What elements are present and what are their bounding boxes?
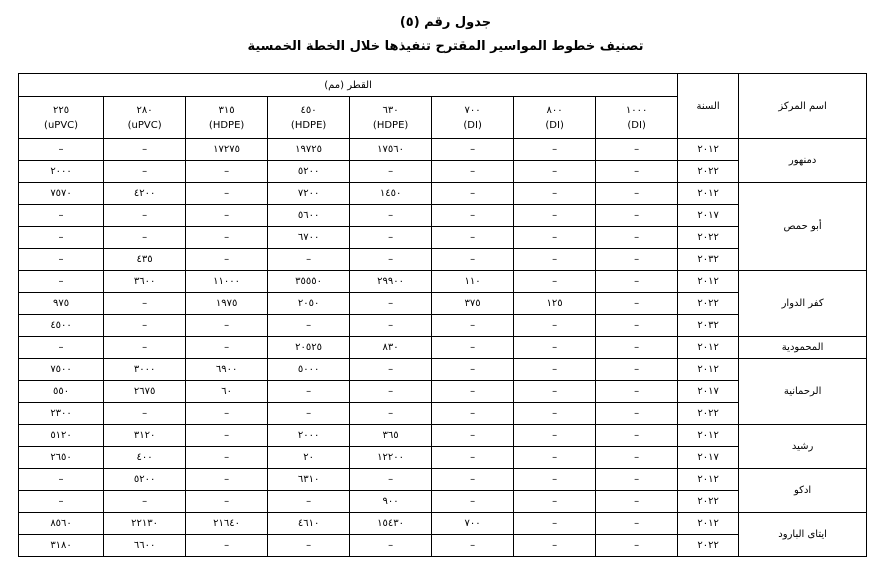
year-cell: ٢٠١٢ [678,183,739,205]
diameter-material: (DI) [463,119,482,131]
year-cell: ٢٠٣٢ [678,315,739,337]
diameter-size: ٢٢٥ [52,104,70,116]
diameter-material: (HDPE) [372,119,409,131]
value-cell: ١٩٧٥ [186,293,268,315]
value-cell: ٣٦٥ [350,425,432,447]
value-cell: – [514,271,596,293]
value-cell: – [432,359,514,381]
value-cell: – [432,425,514,447]
value-cell: ٢٠٠٠ [19,161,104,183]
value-cell: – [350,249,432,271]
value-cell: – [104,293,186,315]
value-cell: – [186,447,268,469]
value-cell: ٢٠٠٠ [268,425,350,447]
value-cell: – [514,359,596,381]
value-cell: ٢٦٥٠ [19,447,104,469]
diameter-material: (HDPE) [208,119,245,131]
value-cell: ٢٢١٣٠ [104,513,186,535]
value-cell: – [350,535,432,557]
value-cell: – [514,381,596,403]
header-diameter-group: القطر (مم) [19,74,678,97]
year-cell: ٢٠١٧ [678,447,739,469]
value-cell: ٥٦٠٠ [268,205,350,227]
value-cell: – [186,315,268,337]
value-cell: – [104,403,186,425]
value-cell: ٢٠٥٢٥ [268,337,350,359]
center-name-cell: ادكو [739,469,867,513]
value-cell: ٢٣٠٠ [19,403,104,425]
value-cell: – [514,337,596,359]
value-cell: – [596,249,678,271]
value-cell: – [186,469,268,491]
center-name-cell: أبو حمص [739,183,867,271]
year-cell: ٢٠١٢ [678,513,739,535]
diameter-size: ٦٣٠ [382,104,399,116]
value-cell: – [432,535,514,557]
value-cell: ١٢٥ [514,293,596,315]
value-cell: ١٧٥٦٠ [350,139,432,161]
value-cell: – [350,227,432,249]
value-cell: – [432,315,514,337]
value-cell: – [350,205,432,227]
header-diameter [268,97,350,139]
value-cell: – [350,161,432,183]
value-cell: ٤٥٠٠ [19,315,104,337]
year-cell: ٢٠٢٢ [678,491,739,513]
center-name-cell: المحمودية [739,337,867,359]
diameter-material: (DI) [627,119,646,131]
value-cell: – [432,403,514,425]
value-cell: ٢٦٧٥ [104,381,186,403]
value-cell: – [432,491,514,513]
value-cell: – [19,469,104,491]
value-cell: – [514,205,596,227]
center-name-cell: دمنهور [739,139,867,183]
value-cell: – [514,139,596,161]
header-diameter [514,97,596,139]
value-cell: ١٤٥٠ [350,183,432,205]
value-cell: – [350,293,432,315]
value-cell: – [432,381,514,403]
value-cell: ٥٢٠٠ [104,469,186,491]
header-diameter [186,97,268,139]
value-cell: – [186,491,268,513]
value-cell: – [186,227,268,249]
header-diameter [104,97,186,139]
value-cell: – [350,381,432,403]
value-cell: ٥٠٠٠ [268,359,350,381]
value-cell: – [432,447,514,469]
header-center-name: اسم المركز [739,74,867,139]
value-cell: – [596,337,678,359]
pipe-lines-table [18,73,867,557]
value-cell: – [596,359,678,381]
value-cell: – [514,315,596,337]
year-cell: ٢٠١٢ [678,337,739,359]
diameter-size: ١٠٠٠ [625,104,648,116]
value-cell: ٢٩٩٠٠ [350,271,432,293]
value-cell: – [596,381,678,403]
value-cell: – [19,249,104,271]
value-cell: – [596,183,678,205]
year-cell: ٢٠١٢ [678,469,739,491]
value-cell: – [104,161,186,183]
value-cell: – [432,469,514,491]
value-cell: – [514,535,596,557]
value-cell: ٧٠٠ [432,513,514,535]
value-cell: – [596,139,678,161]
value-cell: ٣٠٠٠ [104,359,186,381]
year-cell: ٢٠١٢ [678,359,739,381]
value-cell: – [596,513,678,535]
table-row [19,337,867,359]
value-cell: ٣٥٥٥٠ [268,271,350,293]
value-cell: ٧٢٠٠ [268,183,350,205]
table-row [19,271,867,293]
diameter-size: ٢٨٠ [136,104,153,116]
value-cell: – [514,491,596,513]
value-cell: – [104,205,186,227]
value-cell: – [104,139,186,161]
value-cell: ٥١٢٠ [19,425,104,447]
year-cell: ٢٠٢٢ [678,293,739,315]
year-cell: ٢٠١٢ [678,425,739,447]
value-cell: – [596,491,678,513]
value-cell: – [432,337,514,359]
diameter-material: (HDPE) [290,119,327,131]
value-cell: ٤٦١٠ [268,513,350,535]
value-cell: – [596,293,678,315]
header-diameter [19,97,104,139]
value-cell: ٦٠ [186,381,268,403]
value-cell: – [596,161,678,183]
value-cell: – [514,227,596,249]
year-cell: ٢٠١٧ [678,205,739,227]
value-cell: ٦٦٠٠ [104,535,186,557]
header-year: السنة [678,74,739,139]
value-cell: ٢٠٥٠ [268,293,350,315]
diameter-size: ٤٥٠ [300,104,317,116]
year-cell: ٢٠٢٢ [678,227,739,249]
value-cell: – [432,249,514,271]
value-cell: – [596,403,678,425]
value-cell: – [104,227,186,249]
center-name-cell: ايتاى البارود [739,513,867,557]
value-cell: – [350,403,432,425]
value-cell: – [596,205,678,227]
value-cell: ١١٠٠٠ [186,271,268,293]
diameter-material: (uPVC) [44,119,79,131]
header-diameter [432,97,514,139]
value-cell: ٩٧٥ [19,293,104,315]
value-cell: ٩٠٠ [350,491,432,513]
value-cell: – [432,205,514,227]
center-name-cell: رشيد [739,425,867,469]
diameter-size: ٣١٥ [218,104,235,116]
value-cell: ٧٥٠٠ [19,359,104,381]
value-cell: – [432,183,514,205]
diameter-size: ٧٠٠ [464,104,481,116]
value-cell: – [350,315,432,337]
value-cell: ٣٧٥ [432,293,514,315]
center-name-cell: الرحمانية [739,359,867,425]
table-subtitle: تصنيف خطوط المواسير المقترح تنفيذها خلال الخطة الخمسية [247,39,644,54]
value-cell: – [19,491,104,513]
value-cell: – [432,227,514,249]
center-name-cell: كفر الدوار [739,271,867,337]
value-cell: – [19,271,104,293]
year-cell: ٢٠٢٢ [678,161,739,183]
value-cell: – [186,183,268,205]
value-cell: ١٩٧٢٥ [268,139,350,161]
value-cell: – [596,315,678,337]
value-cell: – [514,403,596,425]
value-cell: ١١٠ [432,271,514,293]
value-cell: ٨٥٦٠ [19,513,104,535]
header-diameter [596,97,678,139]
value-cell: – [350,359,432,381]
value-cell: – [19,205,104,227]
value-cell: – [186,337,268,359]
value-cell: – [596,535,678,557]
value-cell: – [186,403,268,425]
value-cell: ٦٧٠٠ [268,227,350,249]
value-cell: ١٢٢٠٠ [350,447,432,469]
year-cell: ٢٠٢٢ [678,535,739,557]
value-cell: ٢١٦٤٠ [186,513,268,535]
value-cell: ٥٥٠ [19,381,104,403]
value-cell: – [104,491,186,513]
value-cell: – [104,337,186,359]
table-row [19,359,867,381]
value-cell: – [596,271,678,293]
value-cell: – [186,535,268,557]
year-cell: ٢٠٣٢ [678,249,739,271]
value-cell: ٢٠ [268,447,350,469]
diameter-material: (uPVC) [127,119,162,131]
value-cell: – [432,161,514,183]
value-cell: – [186,425,268,447]
value-cell: ٦٣١٠ [268,469,350,491]
table-row [19,469,867,491]
value-cell: – [596,469,678,491]
value-cell: – [268,315,350,337]
value-cell: – [432,139,514,161]
value-cell: – [514,447,596,469]
value-cell: – [268,249,350,271]
value-cell: – [514,161,596,183]
value-cell: ٣٦٠٠ [104,271,186,293]
value-cell: – [514,249,596,271]
value-cell: ٤٢٠٠ [104,183,186,205]
table-row [19,513,867,535]
year-cell: ٢٠١٢ [678,139,739,161]
value-cell: – [514,469,596,491]
year-cell: ٢٠١٢ [678,271,739,293]
value-cell: – [186,249,268,271]
value-cell: – [268,491,350,513]
value-cell: ٣١٨٠ [19,535,104,557]
value-cell: – [596,425,678,447]
year-cell: ٢٠٢٢ [678,403,739,425]
value-cell: – [104,315,186,337]
value-cell: – [514,183,596,205]
value-cell: – [596,227,678,249]
value-cell: ٥٢٠٠ [268,161,350,183]
value-cell: – [186,205,268,227]
value-cell: ٧٥٧٠ [19,183,104,205]
value-cell: ٣١٢٠ [104,425,186,447]
value-cell: ٦٩٠٠ [186,359,268,381]
value-cell: – [268,403,350,425]
year-cell: ٢٠١٧ [678,381,739,403]
value-cell: ١٥٤٣٠ [350,513,432,535]
value-cell: – [19,337,104,359]
value-cell: ١٧٢٧٥ [186,139,268,161]
value-cell: – [19,227,104,249]
value-cell: – [186,161,268,183]
value-cell: ٤٣٥ [104,249,186,271]
value-cell: ٤٠٠ [104,447,186,469]
value-cell: – [514,425,596,447]
value-cell: – [268,381,350,403]
diameter-material: (DI) [545,119,564,131]
value-cell: – [350,469,432,491]
diameter-size: ٨٠٠ [546,104,563,116]
header-diameter [350,97,432,139]
value-cell: – [268,535,350,557]
table-row [19,183,867,205]
table-row [19,425,867,447]
table-caption: جدول رقم (٥) [399,15,492,30]
table-row [19,139,867,161]
value-cell: – [514,513,596,535]
value-cell: ٨٣٠ [350,337,432,359]
value-cell: – [19,139,104,161]
value-cell: – [596,447,678,469]
